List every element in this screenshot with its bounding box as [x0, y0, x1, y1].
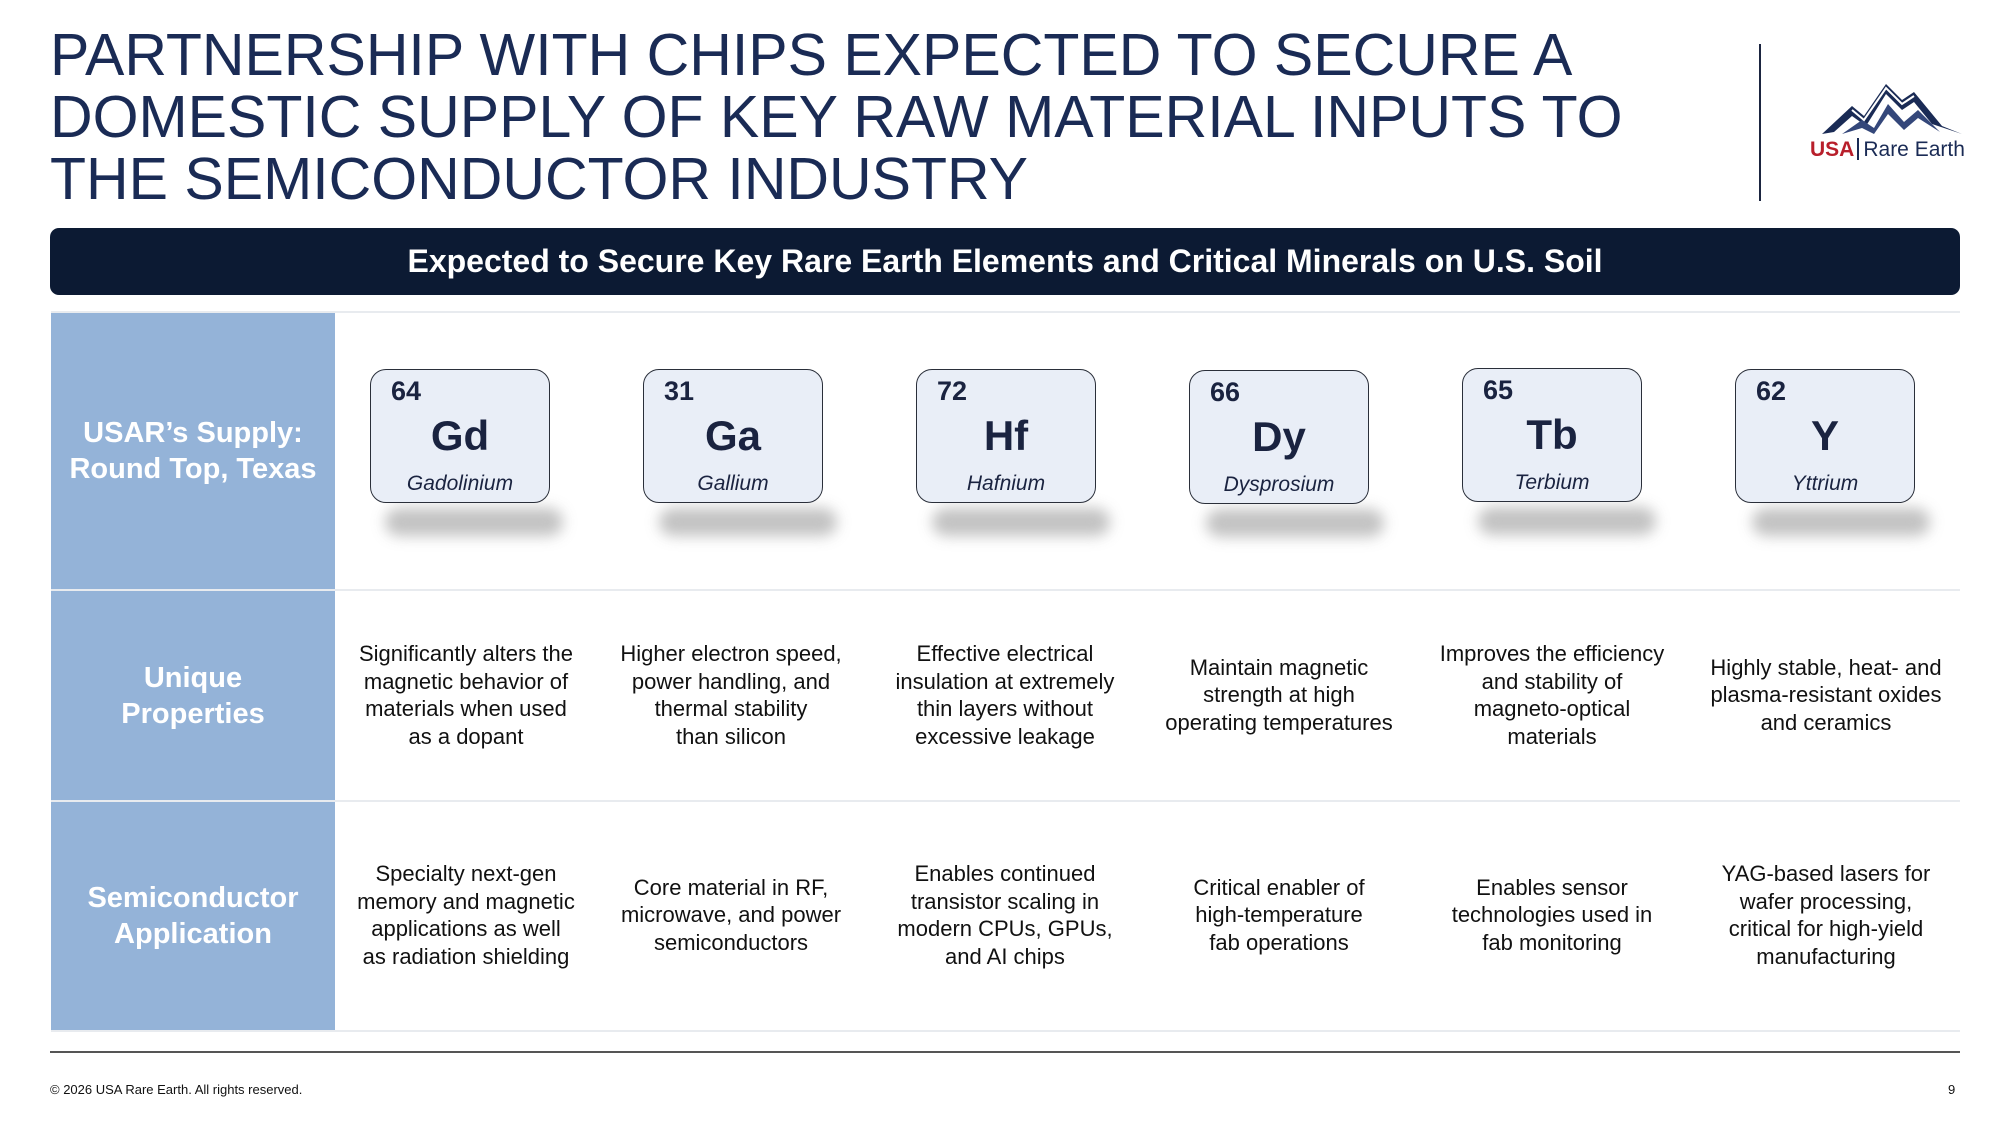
properties-cell-gd [340, 600, 592, 790]
row-label-line: USAR’s Supply: [83, 417, 303, 449]
cell-line: Higher electron speed, [620, 641, 842, 666]
atomic-number: 72 [937, 376, 968, 406]
row-label-line: Unique [143, 661, 243, 694]
row-divider [51, 589, 1960, 591]
cell-line: than silicon [675, 723, 787, 749]
section-banner: Expected to Secure Key Rare Earth Elements and Critical Minerals on U.S. Soil [50, 228, 1960, 295]
cell-line: wafer processing, [1739, 888, 1913, 914]
cell-line: Significantly alters the [359, 641, 573, 666]
cell-line: Enables continued [914, 861, 1096, 886]
element-name: Gadolinium [406, 472, 514, 495]
cell-line: Maintain magnetic [1189, 654, 1369, 680]
properties-cell-ga [605, 600, 857, 790]
element-name: Dysprosium [1223, 473, 1335, 496]
element-name: Yttrium [1791, 472, 1859, 495]
copyright-notice: © 2026 USA Rare Earth. All rights reserved. [50, 1082, 303, 1097]
cell-line: technologies used in [1451, 902, 1653, 928]
cell-line: and AI chips [945, 943, 1065, 969]
title-line: THE SEMICONDUCTOR INDUSTRY [50, 146, 1028, 212]
application-cell-dy [1153, 820, 1405, 1010]
cell-line: semiconductors [653, 929, 809, 955]
cell-line: modern CPUs, GPUs, [897, 916, 1113, 941]
title-line: PARTNERSHIP WITH CHIPS EXPECTED TO SECURE A [50, 22, 1573, 88]
cell-line: thermal stability [654, 696, 808, 721]
row-divider [51, 1030, 1960, 1032]
tile-shadow [1752, 508, 1930, 536]
cell-line: materials [1507, 723, 1597, 749]
element-symbol: Dy [1252, 413, 1306, 460]
cell-line: and ceramics [1760, 709, 1892, 735]
cell-line: operating temperatures [1165, 709, 1393, 735]
row-label-line: Semiconductor [87, 882, 299, 914]
application-cell-hf [879, 820, 1131, 1010]
cell-line: plasma-resistant oxides [1710, 682, 1942, 708]
application-cell-ga [605, 820, 857, 1010]
cell-line: microwave, and power [620, 902, 842, 928]
element-tile-dy [1189, 370, 1369, 504]
cell-line: magnetic behavior of [363, 668, 569, 694]
application-cell-y [1700, 820, 1952, 1010]
tile-shadow [1478, 507, 1656, 535]
atomic-number: 65 [1483, 375, 1514, 405]
cell-line: Core material in RF, [633, 874, 829, 900]
row-label-supply [51, 313, 335, 589]
cell-line: magneto-optical [1473, 696, 1631, 721]
element-name: Gallium [697, 472, 769, 495]
row-divider [51, 800, 1960, 802]
cell-line: Highly stable, heat- and [1710, 654, 1942, 680]
atomic-number: 62 [1756, 376, 1787, 406]
cell-line: materials when used [365, 696, 567, 721]
element-symbol: Gd [430, 412, 490, 459]
atomic-number: 31 [664, 376, 695, 406]
logo-separator [1857, 138, 1859, 160]
company-logo [1800, 76, 1970, 166]
row-divider [51, 311, 1960, 313]
cell-line: applications as well [371, 916, 561, 941]
page-number: 9 [1948, 1082, 1956, 1097]
row-label-line: Properties [121, 697, 265, 730]
element-tile-ga [643, 369, 823, 503]
title-line: DOMESTIC SUPPLY OF KEY RAW MATERIAL INPUTS TO [50, 84, 1623, 150]
application-cell-tb [1426, 820, 1678, 1010]
logo-rare-earth: Rare Earth [1863, 138, 1965, 161]
application-cell-gd [340, 820, 592, 1010]
cell-line: memory and magnetic [357, 888, 575, 914]
row-label-line: Application [114, 918, 272, 950]
cell-line: Improves the efficiency [1439, 641, 1665, 666]
cell-line: YAG-based lasers for [1721, 861, 1931, 886]
header-divider [1759, 44, 1761, 201]
element-tile-y [1735, 369, 1915, 503]
properties-cell-y [1700, 600, 1952, 790]
cell-line: as a dopant [408, 723, 524, 749]
cell-line: fab operations [1209, 929, 1349, 955]
element-tile-gd [370, 369, 550, 503]
element-name: Hafnium [966, 472, 1046, 495]
cell-line: strength at high [1203, 682, 1355, 708]
cell-line: Specialty next-gen [375, 861, 557, 886]
logo-wordmark [1810, 138, 1965, 162]
cell-line: high-temperature [1195, 902, 1363, 928]
cell-line: thin layers without [916, 696, 1094, 721]
cell-line: Critical enabler of [1193, 874, 1365, 900]
cell-line: and stability of [1481, 668, 1623, 694]
cell-line: Effective electrical [916, 641, 1094, 666]
properties-cell-dy [1153, 600, 1405, 790]
element-symbol: Y [1810, 412, 1839, 459]
cell-line: fab monitoring [1482, 929, 1622, 955]
cell-line: transistor scaling in [910, 888, 1100, 914]
row-label-application [51, 802, 335, 1030]
row-label-properties [51, 591, 335, 800]
tile-shadow [659, 508, 837, 536]
element-symbol: Ga [704, 412, 762, 459]
cell-line: excessive leakage [915, 723, 1095, 749]
cell-line: critical for high-yield [1728, 916, 1924, 941]
logo-usa: USA [1810, 138, 1855, 161]
cell-line: as radiation shielding [362, 943, 570, 969]
element-tile-hf [916, 369, 1096, 503]
atomic-number: 64 [391, 376, 422, 406]
element-tile-tb [1462, 368, 1642, 502]
element-name: Terbium [1514, 471, 1590, 494]
tile-shadow [385, 508, 563, 536]
tile-shadow [1206, 509, 1384, 537]
footer-divider [50, 1051, 1960, 1053]
properties-cell-tb [1426, 600, 1678, 790]
tile-shadow [932, 508, 1110, 536]
atomic-number: 66 [1210, 377, 1241, 407]
properties-cell-hf [879, 600, 1131, 790]
mountain-range-icon [1822, 76, 1962, 138]
cell-line: Enables sensor [1476, 874, 1628, 900]
cell-line: power handling, and [631, 668, 831, 694]
row-label-line: Round Top, Texas [69, 453, 317, 485]
page-title [50, 24, 1730, 210]
element-symbol: Tb [1526, 411, 1578, 458]
cell-line: insulation at extremely [895, 668, 1115, 694]
cell-line: manufacturing [1756, 943, 1896, 969]
element-symbol: Hf [983, 412, 1029, 459]
